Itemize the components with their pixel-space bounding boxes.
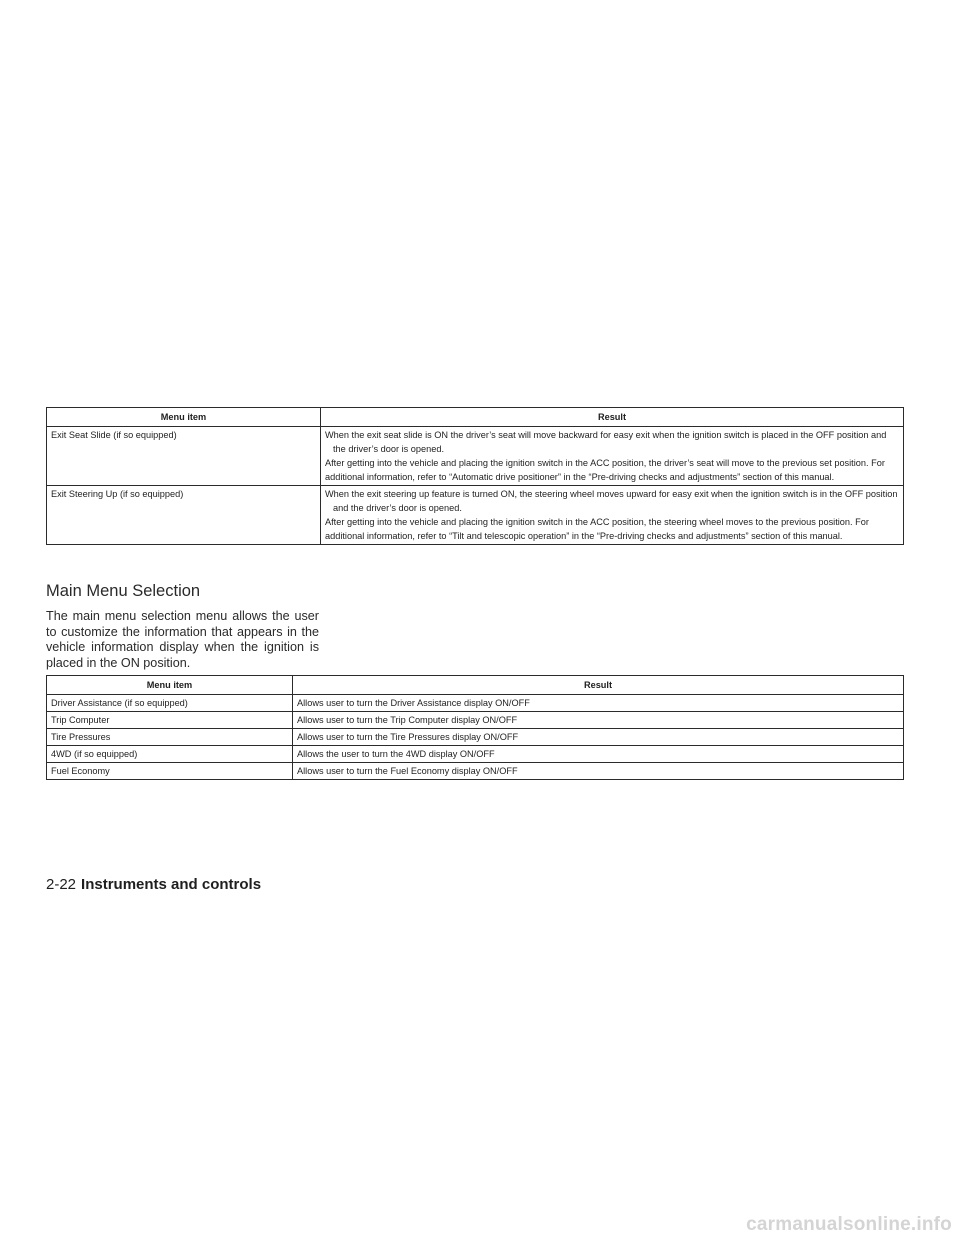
watermark: carmanualsonline.info — [746, 1214, 952, 1235]
column-header-menu-item: Menu item — [47, 676, 293, 695]
result-cell: Allows user to turn the Tire Pressures display ON/OFF — [293, 729, 904, 746]
menu-item-cell: Exit Steering Up (if so equipped) — [47, 486, 321, 545]
result-paragraph: When the exit steering up feature is turned ON, the steering wheel moves upward for easy exit when the ignition switch is in the OFF position and the driver’s door is opened. — [325, 489, 898, 513]
result-paragraph: After getting into the vehicle and placing the ignition switch in the ACC position, the steering wheel moves to the previous position. For additional information, refer to “Tilt and telescopic operation” in the “Pre-driving checks and adjustments” section of this manual. — [325, 517, 869, 541]
table-row — [47, 427, 904, 486]
table-row — [47, 746, 904, 763]
table-header-row — [47, 408, 904, 427]
chapter-title: Instruments and controls — [81, 876, 262, 893]
result-cell — [321, 427, 904, 486]
column-header-result: Result — [321, 408, 904, 427]
table-row — [47, 695, 904, 712]
result-cell: Allows the user to turn the 4WD display ON/OFF — [293, 746, 904, 763]
section-body-text: The main menu selection menu allows the user to customize the information that appears in the vehicle information display when the ignition is placed in the ON position. — [46, 609, 319, 670]
main-menu-table — [46, 675, 904, 780]
result-cell — [321, 486, 904, 545]
menu-item-cell: Exit Seat Slide (if so equipped) — [47, 427, 321, 486]
page-number: 2-22 — [46, 876, 77, 893]
result-paragraph: After getting into the vehicle and placing the ignition switch in the ACC position, the driver’s seat will move to the previous set position. For additional information, refer to “Automatic drive positioner” in the “Pre-driving checks and adjustments” section of this manual. — [325, 458, 885, 482]
column-header-menu-item: Menu item — [47, 408, 321, 427]
menu-item-cell: Fuel Economy — [47, 763, 293, 780]
menu-item-cell: Tire Pressures — [47, 729, 293, 746]
menu-item-cell: 4WD (if so equipped) — [47, 746, 293, 763]
result-cell: Allows user to turn the Fuel Economy display ON/OFF — [293, 763, 904, 780]
section-heading: Main Menu Selection — [46, 582, 201, 600]
menu-item-cell: Driver Assistance (if so equipped) — [47, 695, 293, 712]
table-row — [47, 729, 904, 746]
table-row — [47, 486, 904, 545]
result-cell: Allows user to turn the Driver Assistance display ON/OFF — [293, 695, 904, 712]
page-footer — [46, 876, 261, 893]
column-header-result: Result — [293, 676, 904, 695]
table-row — [47, 763, 904, 780]
menu-item-cell: Trip Computer — [47, 712, 293, 729]
table-header-row — [47, 676, 904, 695]
result-cell: Allows user to turn the Trip Computer display ON/OFF — [293, 712, 904, 729]
result-paragraph: When the exit seat slide is ON the driver’s seat will move backward for easy exit when the ignition switch is placed in the OFF position and the driver’s door is opened. — [325, 430, 887, 454]
settings-table — [46, 407, 904, 545]
table-row — [47, 712, 904, 729]
